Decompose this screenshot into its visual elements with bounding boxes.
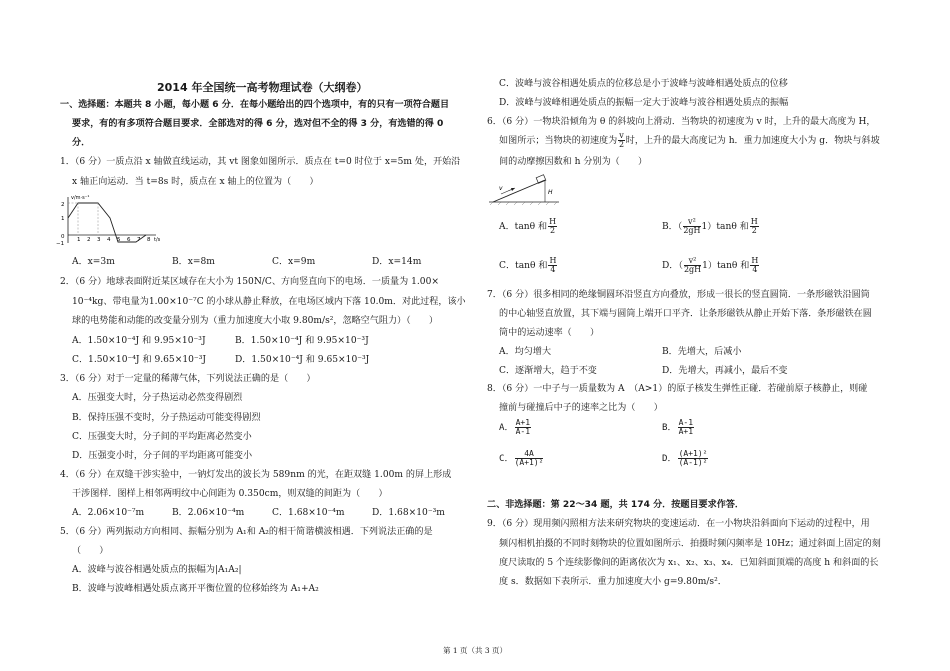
q1-xtick: 1 [77,237,81,243]
q1-stem-line2: x 轴正向运动．当 t=8s 时，质点在 x 轴上的位置为（ ） [72,177,319,187]
q2-stem: 2．（6 分）地球表面附近某区域存在大小为 150N/C、方向竖直向下的电场．一质量为 1.00× [60,277,439,287]
q3-option-c: C．压强变大时，分子间的平均距离必然变小 [72,432,252,442]
q8-option-b: B． $\frac{A-1}{A+1}$ [662,418,694,436]
q1-option-a: A．x=3m [72,257,115,267]
q2-option-d: D．1.50×10⁻⁴J 和 9.65×10⁻³J [235,355,370,365]
q6-option-d: D．（ $\frac{\text{v²}}{2gH}$ ﻿1）tanθ 和 $\frac{H}{4}$ [662,256,759,274]
q5-option-a: A．波峰与波谷相遇处质点的振幅为|A₁﻿A₂| [72,565,242,575]
q8-option-c: C． $\frac{4A}{\text{(A+1)²}}$ [499,449,544,467]
q8-option-d: D． $\frac{\text{(A+1)²}}{\text{(A-1)²}}$ [662,449,708,467]
q3-stem: 3．（6 分）对于一定量的稀薄气体，下列说法正确的是（ ） [60,374,316,384]
q5-stem-line2: （ ） [72,546,109,556]
section1-heading: 一、选择题：本题共 8 小题，每小题 6 分．在每小题给出的四个选项中，有的只有一项符合题目 [60,100,450,110]
q7-option-b: B．先增大，后减小 [662,347,742,357]
q1-option-c: C．x=9m [272,257,316,267]
q1-ytick-1: 1 [61,216,65,222]
q6-option-a: A．tanθ 和 $\frac{H}{2}$ [499,217,557,235]
q6-incline-figure [487,172,567,206]
q9-stem-line4: 度 s．数据如下表所示．重力加速度大小 g=9.80m/s²． [499,577,727,587]
q6-fraction-v-over-2: $\frac{v}{2}$ [618,131,625,149]
q6-fig-H: H [548,189,553,196]
q3-option-a: A．压强变大时，分子热运动必然变得剧烈 [72,393,243,403]
q8-stem: 8．（6 分）一中子与一质量数为 A （A>1）的原子核发生弹性正碰．若碰前原子核静止，则碰 [487,384,868,394]
q6-option-c: C．tanθ 和 $\frac{H}{4}$ [499,256,557,274]
q2-option-b: B．1.50×10⁻⁴J 和 9.95×10⁻³J [235,336,369,346]
q1-ytick-neg1: −1 [56,241,65,247]
left-column [56,0,480,640]
q6-stem-line3: 间的动摩擦因数和 h 分别为（ ） [499,157,648,167]
q7-stem-line2: 的中心轴竖直放置，其下端与圆筒上端开口平齐．让条形磁铁从静止开始下落．条形磁铁在圆 [499,309,872,319]
q1-xtick: 6 [127,237,131,243]
q4-option-a: A．2.06×10⁻⁷m [72,508,145,518]
q1-graph-ylabel: v/m·s⁻¹ [71,195,90,201]
q2-stem-line2: 10⁻⁴kg、带电量为﻿1.00×10⁻⁷C 的小球从静止释放，在电场区域内下落 10.0m．对此过程，该小 [72,297,466,307]
q4-option-b: B．2.06×10⁻⁴m [172,508,245,518]
right-column [487,0,907,640]
section1-heading-line2: 要求，有的有多项符合题目要求．全部选对的得 6 分，选对但不全的得 3 分，有选错的得 0 [72,119,444,129]
q7-stem: 7．（6 分）很多相同的绝缘铜圆环沿竖直方向叠放，形成一很长的竖直圆筒．一条形磁铁沿圆筒 [487,290,870,300]
q8-stem-line2: 撞前与碰撞后中子的速率之比为（ ） [499,403,663,413]
q5-option-d: D．波峰与波峰相遇处质点的振幅一定大于波峰与波谷相遇处质点的振幅 [499,98,789,108]
q1-xtick: 3 [97,237,101,243]
q7-stem-line3: 筒中的运动速率（ ） [499,328,600,338]
q3-option-d: D．压强变小时，分子间的平均距离可能变小 [72,451,253,461]
q7-option-c: C．逐渐增大，趋于不变 [499,366,597,376]
page-footer: 第 1 页（共 3 页） [442,646,508,655]
q7-option-d: D．先增大，再减小，最后不变 [662,366,788,376]
q2-stem-line3: 球的电势能和动能的改变量分别为（重力加速度大小取 9.80m/s²，忽略空气阻力）（ ） [72,316,438,326]
section2-heading: 二、非选择题：第 22～34 题，共 174 分．按题目要求作答． [487,500,745,510]
page-title: 2014 年全国统一高考物理试卷（大纲卷） [157,81,368,94]
q5-option-b: B．波峰与波峰相遇处质点离开平衡位置的位移始终为 A₁+A₂ [72,584,319,594]
q6-stem-line2a: 如图所示；当物块的初速度为 [499,136,618,146]
q3-option-b: B．保持压强不变时，分子热运动可能变得剧烈 [72,413,261,423]
q6-fig-v: v [499,185,503,192]
q1-ytick-2: 2 [61,202,65,208]
q8-option-a: A． $\frac{A+1}{A-1}$ [499,418,531,436]
q6-option-b: B．（ $\frac{\text{v²}}{2gH}$ ﻿1）tanθ 和 $\frac{H}{2}$ [662,217,758,235]
q5-stem: 5．（6 分）两列振动方向相同、振幅分别为 A₁和 A₂的相干简谐横波相遇．下列说法正确的是 [60,527,433,537]
q5-option-c: C．波峰与波谷相遇处质点的位移总是小于波峰与波峰相遇处质点的位移 [499,79,788,89]
q1-stem: 1．（6 分）一质点沿 x 轴做直线运动，其 v﻿t 图象如图所示．质点在 t=0 时位于 x=5m 处，开始沿 [60,157,461,167]
section1-heading-line3: 分． [72,138,91,148]
q1-xtick: 7 [137,237,141,243]
q4-stem-line2: 干涉图样．图样上相邻两明纹中心间距为 0.350cm，则双缝的间距为（ ） [72,489,388,499]
q1-ytick-0: 0 [61,234,65,240]
q1-option-b: B．x=8m [172,257,215,267]
q4-option-d: D．1.68×10⁻³m [372,508,445,518]
q2-option-c: C．﻿1.50×10⁻⁴J 和 9.65×10⁻³J [72,355,206,365]
q1-xtick: 8 [147,237,151,243]
q4-option-c: C．1.68×10⁻⁴m [272,508,345,518]
q1-xtick: 4 [107,237,111,243]
q1-graph-xlabel: t/s [154,237,161,243]
q1-vt-graph [56,195,180,247]
q9-stem-line3: 度尺读取的 5 个连续影像间的距离依次为 x₁、x₂、x₃、x₄．已知斜面顶端的高度 h 和斜面的长 [499,558,879,568]
q7-option-a: A．均匀增大 [499,347,552,357]
q1-xtick: 2 [87,237,91,243]
q1-option-d: D．x=14m [372,257,422,267]
q6-stem-line2b: 时，上升的最大高度记为 h．重力加速度大小为 g．物块与斜坡 [625,136,880,146]
q9-stem-line2: 频闪相机拍摄的不同时刻物块的位置如图所示．拍摄时频闪频率是 10Hz；通过斜面上固定的刻 [499,539,881,549]
q4-stem: 4．（6 分）在双缝干涉实验中，一钠灯发出的波长为 589nm 的光，在距双缝 1.00m 的屏上形成 [60,470,452,480]
q6-stem-line2 [499,132,880,149]
q2-option-a: A．﻿1.50×10⁻⁴J 和 9.95×10⁻³J [72,336,206,346]
q1-xtick: 5 [117,237,121,243]
q6-stem: 6．（6 分）一物块沿倾角为 θ 的斜坡向上滑动．当物块的初速度为 v 时，上升的最大高度为 H， [487,117,876,127]
q9-stem: 9．（6 分）现用频闪照相方法来研究物块的变速运动．在一小物块沿斜面向下运动的过程中，用 [487,519,870,529]
